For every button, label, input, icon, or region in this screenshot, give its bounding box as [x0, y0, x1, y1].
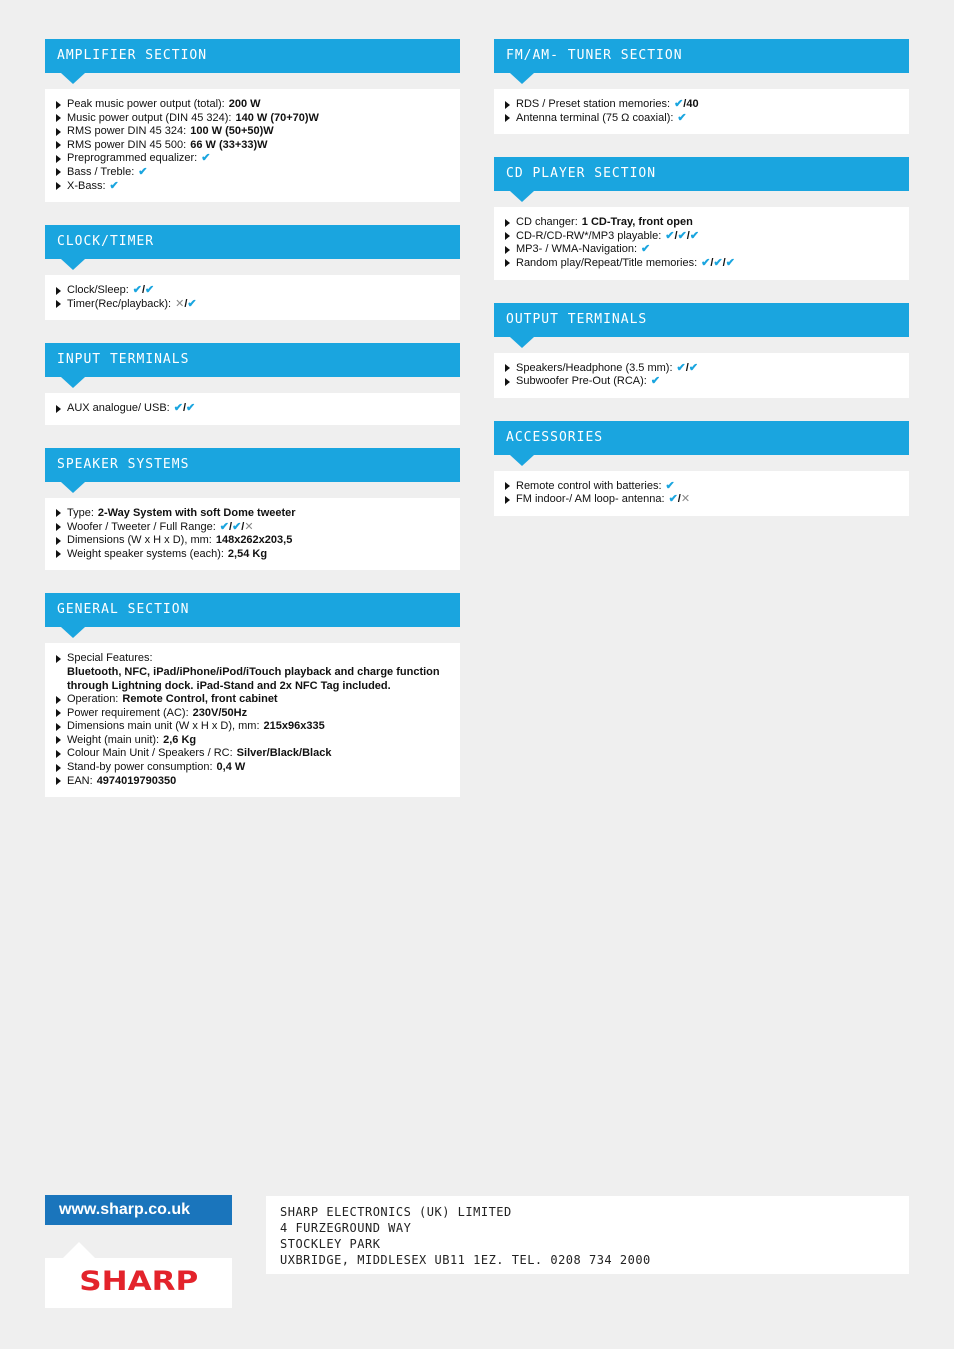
spec-item	[505, 257, 897, 271]
spec-value: 100 W (50+50)W	[190, 125, 274, 138]
bullet-arrow-icon	[56, 141, 61, 149]
spec-item-text	[67, 747, 448, 761]
spec-label: Stand-by power consumption:	[67, 761, 213, 774]
spec-section	[45, 225, 460, 320]
spec-value: 230V/50Hz	[192, 706, 248, 719]
spec-marks	[677, 112, 686, 124]
spec-item-text	[516, 112, 897, 126]
check-icon: ✔	[138, 165, 148, 178]
spec-label: Remote control with batteries:	[516, 479, 662, 492]
spec-item-text	[67, 402, 448, 416]
website-link[interactable]	[45, 1195, 232, 1225]
check-icon: ✔	[186, 402, 196, 415]
bullet-arrow-icon	[505, 364, 510, 372]
bullet-arrow-icon	[56, 182, 61, 190]
spec-label: Music power output (DIN 45 324):	[67, 111, 232, 124]
spec-item	[56, 298, 448, 312]
address-line: STOCKLEY PARK	[280, 1237, 381, 1251]
bullet-arrow-icon	[505, 259, 510, 267]
spec-item-text	[67, 548, 448, 562]
section-title: GENERAL SECTION	[45, 593, 460, 627]
spec-marks	[201, 152, 210, 164]
spec-label: Weight speaker systems (each):	[67, 547, 224, 560]
spec-label: CD-R/CD-RW*/MP3 playable:	[516, 229, 662, 242]
spec-item	[56, 548, 448, 562]
check-icon: ✔	[145, 284, 155, 297]
spec-item	[505, 230, 897, 244]
spec-item	[56, 720, 448, 734]
spec-label: X-Bass:	[67, 179, 106, 192]
spec-value: 1 CD-Tray, front open	[581, 216, 693, 229]
spec-value: 0,4 W	[216, 761, 246, 774]
spec-section	[494, 157, 909, 279]
spec-item	[56, 707, 448, 721]
slash-separator: /	[686, 229, 690, 242]
bullet-arrow-icon	[56, 101, 61, 109]
check-icon: ✔	[677, 229, 687, 242]
spec-label: EAN:	[67, 774, 93, 787]
spec-section	[45, 343, 460, 425]
spec-item	[505, 493, 897, 507]
check-icon: ✔	[187, 297, 197, 310]
bullet-arrow-icon	[505, 482, 510, 490]
check-icon: ✔	[701, 256, 711, 269]
spec-item-text	[67, 693, 448, 707]
spec-label: Type:	[67, 506, 94, 519]
slash-separator: /	[710, 256, 714, 269]
spec-value: 215x96x335	[263, 720, 325, 733]
company-address	[266, 1196, 909, 1274]
left-column	[45, 39, 460, 820]
bullet-arrow-icon	[56, 168, 61, 176]
check-icon: ✔	[713, 256, 723, 269]
spec-item-text	[67, 652, 448, 693]
section-body	[494, 89, 909, 134]
check-icon: ✔	[201, 152, 211, 165]
section-body	[45, 643, 460, 797]
section-body	[494, 471, 909, 516]
bullet-arrow-icon	[505, 496, 510, 504]
spec-item	[56, 284, 448, 298]
cross-icon: ✕	[680, 493, 691, 506]
bullet-arrow-icon	[505, 114, 510, 122]
section-body	[494, 353, 909, 398]
check-icon: ✔	[665, 479, 675, 492]
spec-item	[505, 112, 897, 126]
bullet-arrow-icon	[56, 723, 61, 731]
bullet-arrow-icon	[56, 750, 61, 758]
bullet-arrow-icon	[56, 709, 61, 717]
spec-item-text	[67, 125, 448, 139]
spec-section	[494, 39, 909, 134]
spec-label: RMS power DIN 45 500:	[67, 138, 187, 151]
spec-item	[56, 761, 448, 775]
section-title: FM/AM- TUNER SECTION	[494, 39, 909, 73]
section-title: ACCESSORIES	[494, 421, 909, 455]
spec-item-text	[67, 166, 448, 180]
spec-label: Subwoofer Pre-Out (RCA):	[516, 375, 647, 388]
spec-label: Power requirement (AC):	[67, 706, 189, 719]
spec-item-text	[516, 257, 897, 271]
bullet-arrow-icon	[56, 696, 61, 704]
spec-item	[505, 216, 897, 230]
section-title: CLOCK/TIMER	[45, 225, 460, 259]
bullet-arrow-icon	[56, 523, 61, 531]
spec-item-text	[67, 180, 448, 194]
sharp-logo	[45, 1258, 232, 1308]
spec-label: MP3- / WMA-Navigation:	[516, 243, 638, 256]
spec-item-text	[67, 734, 448, 748]
bullet-arrow-icon	[56, 405, 61, 413]
spec-label: CD changer:	[516, 216, 578, 229]
spec-value: Bluetooth, NFC, iPad/iPhone/iPod/iTouch playback and charge function through Lightning dock. iPad-Stand and 2x NFC Tag included.	[67, 665, 440, 692]
spec-item-text	[516, 362, 897, 376]
spec-marks	[674, 98, 699, 110]
slash-separator: /	[685, 361, 689, 374]
sharp-logo-text: SHARP	[78, 1266, 199, 1297]
bullet-arrow-icon	[56, 655, 61, 663]
check-icon: ✔	[677, 111, 687, 124]
spec-item	[56, 180, 448, 194]
spec-label: Woofer / Tweeter / Full Range:	[67, 520, 216, 533]
spec-item	[56, 152, 448, 166]
spec-item-text	[516, 216, 897, 230]
address-line: UXBRIDGE, MIDDLESEX UB11 1EZ. TEL. 0208 734 2000	[280, 1253, 651, 1267]
section-title: AMPLIFIER SECTION	[45, 39, 460, 73]
spec-item-text	[516, 230, 897, 244]
spec-value: 140 W (70+70)W	[235, 111, 319, 124]
spec-value: 2-Way System with soft Dome tweeter	[97, 506, 296, 519]
spec-section	[494, 303, 909, 398]
spec-item-text	[67, 521, 448, 535]
spec-item-text	[67, 152, 448, 166]
spec-item-text	[516, 493, 897, 507]
spec-item	[56, 125, 448, 139]
check-icon: ✔	[219, 520, 229, 533]
spec-item-text	[67, 139, 448, 153]
spec-item	[56, 98, 448, 112]
spec-value: Silver/Black/Black	[236, 747, 332, 760]
spec-item-text	[67, 707, 448, 721]
website-url[interactable]: www.sharp.co.uk	[59, 1201, 190, 1218]
spec-item-text	[67, 284, 448, 298]
check-icon: ✔	[689, 229, 700, 242]
check-icon: ✔	[688, 361, 699, 374]
spec-label: AUX analogue/ USB:	[67, 402, 170, 415]
section-title: SPEAKER SYSTEMS	[45, 448, 460, 482]
right-column	[494, 39, 909, 539]
bullet-arrow-icon	[56, 764, 61, 772]
spec-item	[56, 693, 448, 707]
section-title: OUTPUT TERMINALS	[494, 303, 909, 337]
spec-marks	[669, 493, 691, 505]
spec-value: Remote Control, front cabinet	[122, 693, 278, 706]
spec-item	[56, 507, 448, 521]
check-icon: ✔	[676, 361, 686, 374]
slash-separator: /	[241, 520, 245, 533]
bullet-arrow-icon	[56, 155, 61, 163]
spec-marks	[641, 243, 650, 255]
spec-label: Random play/Repeat/Title memories:	[516, 256, 698, 269]
spec-marks	[677, 362, 699, 374]
bullet-arrow-icon	[56, 736, 61, 744]
section-body	[45, 89, 460, 202]
slash-separator: /	[722, 256, 726, 269]
spec-value: 2,54 Kg	[227, 547, 268, 560]
spec-item	[56, 652, 448, 693]
bullet-arrow-icon	[56, 509, 61, 517]
spec-item	[56, 112, 448, 126]
spec-item	[56, 521, 448, 535]
spec-item	[56, 139, 448, 153]
section-body	[45, 498, 460, 570]
check-icon: ✔	[132, 284, 142, 297]
spec-marks	[651, 375, 660, 387]
spec-value: 2,6 Kg	[163, 733, 197, 746]
spec-marks	[665, 230, 699, 242]
spec-label: Operation:	[67, 693, 119, 706]
spec-label: RDS / Preset station memories:	[516, 98, 671, 110]
spec-item	[505, 98, 897, 112]
bullet-arrow-icon	[56, 550, 61, 558]
slash-separator: /	[674, 229, 678, 242]
spec-section	[494, 421, 909, 516]
check-icon: ✔	[674, 98, 684, 110]
spec-marks	[138, 166, 147, 178]
cross-icon: ✕	[244, 520, 254, 533]
bullet-arrow-icon	[56, 300, 61, 308]
slash-separator: /	[677, 493, 681, 506]
spec-marks	[701, 257, 735, 269]
check-icon: ✔	[650, 375, 661, 388]
section-title: CD PLAYER SECTION	[494, 157, 909, 191]
spec-suffix: /40	[683, 98, 699, 110]
spec-item	[505, 362, 897, 376]
spec-item-text	[516, 375, 897, 389]
bullet-arrow-icon	[505, 101, 510, 109]
spec-marks	[220, 521, 254, 533]
bullet-arrow-icon	[56, 114, 61, 122]
spec-value: 200 W	[228, 98, 261, 110]
spec-value: 66 W (33+33)W	[190, 138, 268, 151]
spec-item	[505, 480, 897, 494]
check-icon: ✔	[232, 520, 242, 533]
spec-label: Timer(Rec/playback):	[67, 297, 172, 310]
spec-item-text	[67, 534, 448, 548]
spec-item	[505, 375, 897, 389]
spec-item	[56, 747, 448, 761]
section-title: INPUT TERMINALS	[45, 343, 460, 377]
check-icon: ✔	[173, 402, 183, 415]
spec-item	[56, 534, 448, 548]
spec-label: Special Features:	[67, 652, 153, 665]
spec-section	[45, 39, 460, 202]
spec-label: Speakers/Headphone (3.5 mm):	[516, 361, 673, 374]
spec-label: Weight (main unit):	[67, 733, 160, 746]
address-line: 4 FURZEGROUND WAY	[280, 1221, 412, 1235]
spec-label: RMS power DIN 45 324:	[67, 125, 187, 138]
bullet-arrow-icon	[505, 219, 510, 227]
spec-marks	[175, 298, 197, 310]
spec-label: Antenna terminal (75 Ω coaxial):	[516, 111, 674, 124]
spec-section	[45, 448, 460, 570]
slash-separator: /	[184, 297, 188, 310]
bullet-arrow-icon	[505, 378, 510, 386]
spec-label: Dimensions (W x H x D), mm:	[67, 534, 212, 547]
spec-marks	[174, 402, 196, 414]
spec-item	[56, 734, 448, 748]
spec-marks	[133, 284, 155, 296]
spec-item-text	[67, 775, 448, 789]
spec-value: 4974019790350	[96, 774, 177, 787]
spec-label: Dimensions main unit (W x H x D), mm:	[67, 720, 260, 733]
spec-label: Colour Main Unit / Speakers / RC:	[67, 747, 233, 760]
spec-item	[56, 775, 448, 789]
check-icon: ✔	[665, 229, 675, 242]
spec-label: Peak music power output (total):	[67, 98, 225, 110]
spec-label: Clock/Sleep:	[67, 284, 129, 297]
spec-marks	[110, 180, 119, 192]
slash-separator: /	[141, 284, 146, 297]
bullet-arrow-icon	[56, 128, 61, 136]
spec-item-text	[516, 243, 897, 257]
section-body	[45, 393, 460, 425]
section-body	[45, 275, 460, 320]
check-icon: ✔	[725, 256, 735, 269]
spec-item-text	[516, 98, 897, 112]
spec-label: FM indoor-/ AM loop- antenna:	[516, 493, 665, 506]
spec-label: Bass / Treble:	[67, 165, 135, 178]
section-body	[494, 207, 909, 279]
slash-separator: /	[182, 402, 187, 415]
spec-item-text	[67, 98, 448, 112]
check-icon: ✔	[109, 179, 119, 192]
check-icon: ✔	[641, 243, 651, 256]
bullet-arrow-icon	[56, 537, 61, 545]
slash-separator: /	[229, 520, 233, 533]
spec-item-text	[67, 507, 448, 521]
check-icon: ✔	[668, 493, 678, 506]
bullet-arrow-icon	[56, 287, 61, 295]
address-line: SHARP ELECTRONICS (UK) LIMITED	[280, 1205, 512, 1219]
cross-icon: ✕	[175, 297, 185, 310]
spec-item-text	[67, 720, 448, 734]
bullet-arrow-icon	[505, 246, 510, 254]
spec-item-text	[67, 761, 448, 775]
spec-marks	[666, 480, 675, 492]
spec-value: 148x262x203,5	[215, 534, 293, 547]
spec-item	[505, 243, 897, 257]
bullet-arrow-icon	[56, 777, 61, 785]
spec-item-text	[67, 298, 448, 312]
spec-section	[45, 593, 460, 797]
spec-item	[56, 402, 448, 416]
spec-label: Preprogrammed equalizer:	[67, 152, 198, 165]
spec-item	[56, 166, 448, 180]
bullet-arrow-icon	[505, 232, 510, 240]
spec-item-text	[516, 480, 897, 494]
spec-item-text	[67, 112, 448, 126]
